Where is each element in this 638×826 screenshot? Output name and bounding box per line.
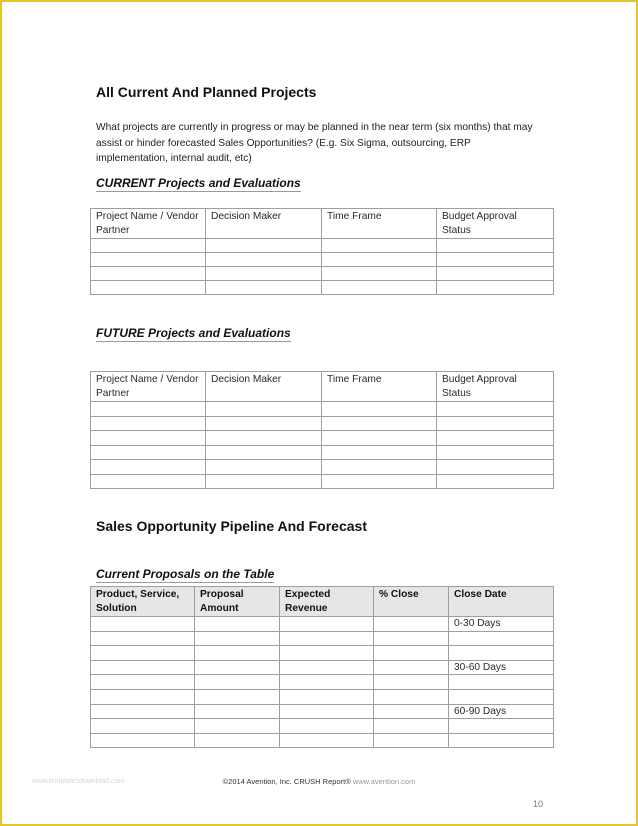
- table-cell[interactable]: [322, 402, 437, 417]
- table-cell[interactable]: [374, 660, 449, 675]
- table-cell[interactable]: [91, 460, 206, 475]
- table-cell[interactable]: [437, 474, 554, 489]
- table-cell[interactable]: [437, 431, 554, 446]
- table-cell[interactable]: [195, 719, 280, 734]
- table-cell[interactable]: [437, 460, 554, 475]
- table-cell[interactable]: [449, 719, 554, 734]
- table-cell[interactable]: [280, 617, 374, 632]
- table-row: [91, 689, 554, 704]
- column-header-close-date: Close Date: [449, 587, 554, 617]
- column-header-project: Project Name / Vendor Partner: [91, 209, 206, 239]
- table-cell[interactable]: [195, 631, 280, 646]
- table-row: [91, 631, 554, 646]
- table-cell[interactable]: [91, 660, 195, 675]
- table-row: [91, 660, 554, 675]
- close-date-label: 0-30 Days: [449, 617, 554, 632]
- table-cell[interactable]: [374, 689, 449, 704]
- intro-line: implementation, internal audit, etc): [96, 153, 252, 165]
- current-projects-heading: CURRENT Projects and Evaluations: [96, 176, 301, 190]
- close-date-label: 60-90 Days: [449, 704, 554, 719]
- page-number: 10: [533, 799, 544, 809]
- table-row: [91, 402, 554, 417]
- table-row: [91, 281, 554, 295]
- table-row: [91, 431, 554, 446]
- table-cell[interactable]: [91, 239, 206, 253]
- table-cell[interactable]: [91, 719, 195, 734]
- watermark: www.templatesdownload.com: [32, 778, 125, 785]
- table-cell[interactable]: [206, 267, 322, 281]
- table-row: [91, 253, 554, 267]
- proposals-table: [90, 586, 554, 748]
- table-cell[interactable]: [437, 445, 554, 460]
- table-cell[interactable]: [91, 733, 195, 748]
- column-header-time-frame: Time Frame: [322, 209, 437, 239]
- table-row: [91, 267, 554, 281]
- table-cell[interactable]: [206, 460, 322, 475]
- table-cell[interactable]: [91, 416, 206, 431]
- table-cell[interactable]: [449, 689, 554, 704]
- table-cell[interactable]: [280, 733, 374, 748]
- table-row: [91, 416, 554, 431]
- copyright-text: ©2014 Avention, Inc. CRUSH Report®: [222, 777, 351, 786]
- table-row: [91, 733, 554, 748]
- table-cell[interactable]: [91, 689, 195, 704]
- column-header-percent-close: % Close: [374, 587, 449, 617]
- table-cell[interactable]: [280, 689, 374, 704]
- section-title-pipeline: Sales Opportunity Pipeline And Forecast: [96, 518, 367, 534]
- table-cell[interactable]: [437, 416, 554, 431]
- table-cell[interactable]: [437, 281, 554, 295]
- table-cell[interactable]: [280, 631, 374, 646]
- table-cell[interactable]: [322, 431, 437, 446]
- table-cell[interactable]: [437, 253, 554, 267]
- table-cell[interactable]: [280, 704, 374, 719]
- table-cell[interactable]: [449, 646, 554, 661]
- table-cell[interactable]: [206, 416, 322, 431]
- table-header-row: [91, 209, 554, 239]
- table-cell[interactable]: [322, 474, 437, 489]
- table-header-row: [91, 372, 554, 402]
- column-header-budget: Budget Approval Status: [437, 372, 554, 402]
- footer-url[interactable]: www.avention.com: [352, 777, 416, 786]
- table-cell[interactable]: [195, 646, 280, 661]
- table-cell[interactable]: [91, 281, 206, 295]
- table-cell[interactable]: [280, 719, 374, 734]
- future-projects-table: [90, 371, 554, 489]
- table-cell[interactable]: [91, 646, 195, 661]
- future-projects-heading: FUTURE Projects and Evaluations: [96, 326, 291, 340]
- table-cell[interactable]: [437, 239, 554, 253]
- table-row: [91, 239, 554, 253]
- table-cell[interactable]: [322, 460, 437, 475]
- table-cell[interactable]: [91, 431, 206, 446]
- column-header-proposal-amount: Proposal Amount: [195, 587, 280, 617]
- column-header-project: Project Name / Vendor Partner: [91, 372, 206, 402]
- table-cell[interactable]: [280, 660, 374, 675]
- column-header-time-frame: Time Frame: [322, 372, 437, 402]
- column-header-decision-maker: Decision Maker: [206, 372, 322, 402]
- table-cell[interactable]: [195, 675, 280, 690]
- table-cell[interactable]: [206, 474, 322, 489]
- table-cell[interactable]: [195, 660, 280, 675]
- current-projects-table: [90, 208, 554, 295]
- footer: [2, 777, 636, 786]
- table-cell[interactable]: [195, 617, 280, 632]
- table-cell[interactable]: [322, 267, 437, 281]
- table-row: [91, 704, 554, 719]
- table-cell[interactable]: [206, 239, 322, 253]
- table-cell[interactable]: [374, 733, 449, 748]
- table-cell[interactable]: [91, 253, 206, 267]
- column-header-budget: Budget Approval Status: [437, 209, 554, 239]
- column-header-expected-revenue: Expected Revenue: [280, 587, 374, 617]
- table-row: [91, 675, 554, 690]
- table-cell[interactable]: [91, 617, 195, 632]
- table-cell[interactable]: [374, 617, 449, 632]
- table-cell[interactable]: [280, 675, 374, 690]
- table-cell[interactable]: [374, 675, 449, 690]
- table-cell[interactable]: [322, 445, 437, 460]
- column-header-product: Product, Service, Solution: [91, 587, 195, 617]
- proposals-heading: Current Proposals on the Table: [96, 567, 275, 581]
- table-cell[interactable]: [437, 402, 554, 417]
- table-row: [91, 474, 554, 489]
- table-cell[interactable]: [91, 675, 195, 690]
- table-cell[interactable]: [374, 646, 449, 661]
- table-cell[interactable]: [374, 631, 449, 646]
- table-row: [91, 617, 554, 632]
- table-cell[interactable]: [449, 675, 554, 690]
- table-row: [91, 719, 554, 734]
- table-cell[interactable]: [206, 253, 322, 267]
- table-cell[interactable]: [322, 416, 437, 431]
- table-cell[interactable]: [322, 239, 437, 253]
- table-cell[interactable]: [91, 474, 206, 489]
- table-cell[interactable]: [449, 631, 554, 646]
- table-cell[interactable]: [91, 445, 206, 460]
- table-cell[interactable]: [91, 402, 206, 417]
- intro-line: What projects are currently in progress or may be planned in the near term (six months) that may: [96, 122, 533, 133]
- table-cell[interactable]: [91, 631, 195, 646]
- table-cell[interactable]: [195, 704, 280, 719]
- column-header-decision-maker: Decision Maker: [206, 209, 322, 239]
- table-cell[interactable]: [206, 445, 322, 460]
- table-cell[interactable]: [322, 253, 437, 267]
- table-cell[interactable]: [91, 267, 206, 281]
- table-row: [91, 646, 554, 661]
- table-cell[interactable]: [195, 733, 280, 748]
- intro-paragraph: [96, 120, 548, 167]
- table-cell[interactable]: [374, 719, 449, 734]
- close-date-label: 30-60 Days: [449, 660, 554, 675]
- table-header-row: [91, 587, 554, 617]
- table-row: [91, 445, 554, 460]
- table-cell[interactable]: [280, 646, 374, 661]
- table-cell[interactable]: [374, 704, 449, 719]
- table-row: [91, 460, 554, 475]
- table-cell[interactable]: [437, 267, 554, 281]
- intro-line: assist or hinder forecasted Sales Opportunities? (E.g. Six Sigma, outsourcing, ERP: [96, 137, 471, 149]
- table-cell[interactable]: [206, 402, 322, 417]
- table-cell[interactable]: [91, 704, 195, 719]
- section-title-projects: All Current And Planned Projects: [96, 84, 317, 100]
- table-cell[interactable]: [449, 733, 554, 748]
- table-cell[interactable]: [206, 431, 322, 446]
- table-cell[interactable]: [195, 689, 280, 704]
- table-cell[interactable]: [206, 281, 322, 295]
- table-cell[interactable]: [322, 281, 437, 295]
